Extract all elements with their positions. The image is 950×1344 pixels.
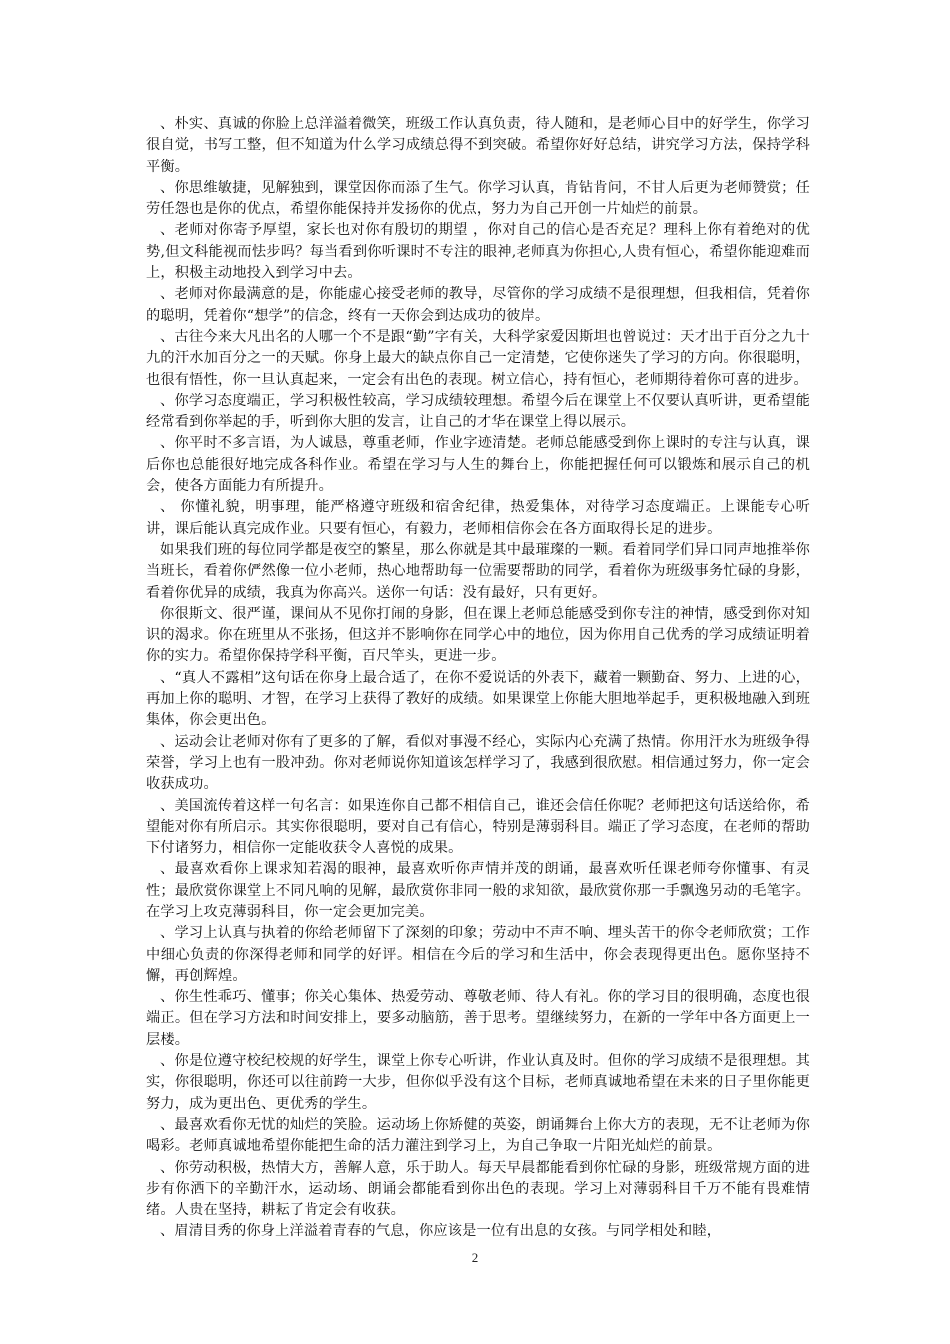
comment-paragraph: 、老师对你寄予厚望，家长也对你有殷切的期望 ，你对自己的信心是否充足？理科上你有着绝对的优势,但文科能视而怯步吗？每当看到你听课时不专注的眼神,老师真为你担心,人贵有恒心，希望你能迎难而上，积极主动地投入到学习中去。 — [146, 222, 810, 282]
comment-paragraph: 、运动会让老师对你有了更多的了解，看似对事漫不经心，实际内心充满了热情。你用汗水为班级争得荣誉，学习上也有一股冲劲。你对老师说你知道该怎样学习了，我感到很欣慰。相信通过努力，你一定会收获成功。 — [146, 733, 810, 793]
comment-paragraph: 、学习上认真与执着的你给老师留下了深刻的印象；劳动中不声不响、埋头苦干的你令老师欣赏；工作中细心负责的你深得老师和同学的好评。相信在今后的学习和生活中，你会表现得更出色。愿你坚持不懈，再创辉煌。 — [146, 925, 810, 984]
comment-paragraph: 、眉清目秀的你身上洋溢着青春的气息，你应该是一位有出息的女孩。与同学相处和睦， — [160, 1223, 722, 1240]
comment-paragraph: 、你生性乖巧、懂事；你关心集体、热爱劳动、尊敬老师、待人有礼。你的学习目的很明确，态度也很端正。但在学习方法和时间安排上，要多动脑筋，善于思考。望继续努力，在新的一学年中各方面更上一层楼。 — [146, 989, 810, 1048]
comment-paragraph: 、古往今来大凡出名的人哪一个不是跟“勤”字有关，大科学家爱因斯坦也曾说过：天才出于百分之九十九的汗水加百分之一的天赋。你身上最大的缺点你自己一定清楚，它使你迷失了学习的方向。你很聪明，也很有悟性，你一旦认真起来，一定会有出色的表现。树立信心，持有恒心，老师期待着你可喜的进步。 — [146, 328, 810, 388]
comment-paragraph: 、你平时不多言语，为人诚恳，尊重老师，作业字迹清楚。老师总能感受到你上课时的专注与认真，课后你也总能很好地完成各科作业。希望在学习与人生的舞台上，你能把握任何可以锻炼和展示自己的机会，使各方面能力有所提升。 — [146, 435, 810, 495]
comment-paragraph: 如果我们班的每位同学都是夜空的繁星，那么你就是其中最璀璨的一颗。看着同学们异口同声地推举你当班长，看着你俨然像一位小老师，热心地帮助每一位需要帮助的同学，看着你为班级事务忙碌的身影，看着你优异的成绩，我真为你高兴。送你一句话：没有最好，只有更好。 — [146, 541, 810, 601]
comment-paragraph: 、最喜欢看你无忧的灿烂的笑脸。运动场上你矫健的英姿，朗诵舞台上你大方的表现，无不让老师为你喝彩。老师真诚地希望你能把生命的活力灌注到学习上，为自己争取一片阳光灿烂的前景。 — [146, 1116, 810, 1155]
comment-paragraph: 、你学习态度端正，学习积极性较高，学习成绩较理想。希望今后在课堂上不仅要认真听讲，更希望能经常看到你举起的手，听到你大胆的发言，让自己的才华在课堂上得以展示。 — [146, 392, 810, 431]
comment-paragraph: 、你劳动积极，热情大方，善解人意，乐于助人。每天早晨都能看到你忙碌的身影，班级常规方面的进步有你洒下的辛勤汗水，运动场、朗诵会都能看到你出色的表现。学习上对薄弱科目千万不能有畏难情绪。人贵在坚持，耕耘了肯定会有收获。 — [146, 1159, 810, 1219]
comment-paragraph: 、 你懂礼貌，明事理，能严格遵守班级和宿舍纪律，热爱集体，对待学习态度端正。上课能专心听讲，课后能认真完成作业。只要有恒心，有毅力，老师相信你会在各方面取得长足的进步。 — [146, 499, 810, 537]
comment-paragraph: 、老师对你最满意的是，你能虚心接受老师的教导，尽管你的学习成绩不是很理想，但我相信，凭着你的聪明，凭着你“想学”的信念，终有一天你会到达成功的彼岸。 — [146, 286, 810, 324]
comment-paragraph: 、“真人不露相”这句话在你身上最合适了，在你不爱说话的外表下，藏着一颗勤奋、努力、上进的心，再加上你的聪明、才智，在学习上获得了教好的成绩。如果课堂上你能大胆地举起手，更积极地融入到班集体，你会更出色。 — [146, 669, 810, 729]
comment-paragraph: 、美国流传着这样一句名言：如果连你自己都不相信自己，谁还会信任你呢？老师把这句话送给你，希望能对你有所启示。其实你很聪明，要对自己有信心，特别是薄弱科目。端正了学习态度，在老师的帮助下付诸努力，相信你一定能收获令人喜悦的成果。 — [146, 797, 810, 857]
comment-paragraph: 你很斯文、很严谨，课间从不见你打闹的身影，但在课上老师总能感受到你专注的神情，感受到你对知识的渴求。你在班里从不张扬，但这并不影响你在同学心中的地位，因为你用自己优秀的学习成绩证明着你的实力。希望你保持学科平衡，百尺竿头，更进一步。 — [146, 605, 810, 665]
comment-paragraph: 、最喜欢看你上课求知若渴的眼神，最喜欢听你声情并茂的朗诵，最喜欢听任课老师夸你懂事、有灵性；最欣赏你课堂上不同凡响的见解，最欣赏你非同一般的求知欲，最欣赏你那一手飘逸另动的毛笔字。在学习上攻克薄弱科目，你一定会更加完美。 — [146, 861, 810, 920]
comment-paragraph: 、你是位遵守校纪校规的好学生，课堂上你专心听讲，作业认真及时。但你的学习成绩不是很理想。其实，你很聪明，你还可以往前跨一大步，但你似乎没有这个目标，老师真诚地希望在未来的日子里你能更努力，成为更出色、更优秀的学生。 — [146, 1053, 810, 1112]
comment-paragraph: 、朴实、真诚的你脸上总洋溢着微笑，班级工作认真负责，待人随和，是老师心目中的好学生，你学习很自觉，书写工整，但不知道为什么学习成绩总得不到突破。希望你好好总结，讲究学习方法，保持学科平衡。 — [146, 116, 810, 175]
document-body — [146, 114, 810, 1243]
page-number: 2 — [471, 1250, 479, 1265]
comment-paragraph: 、你思维敏捷，见解独到，课堂因你而添了生气。你学习认真，肯钻肯问，不甘人后更为老师赞赏；任劳任怨也是你的优点，希望你能保持并发扬你的优点，努力为自己开创一片灿烂的前景。 — [146, 179, 810, 218]
